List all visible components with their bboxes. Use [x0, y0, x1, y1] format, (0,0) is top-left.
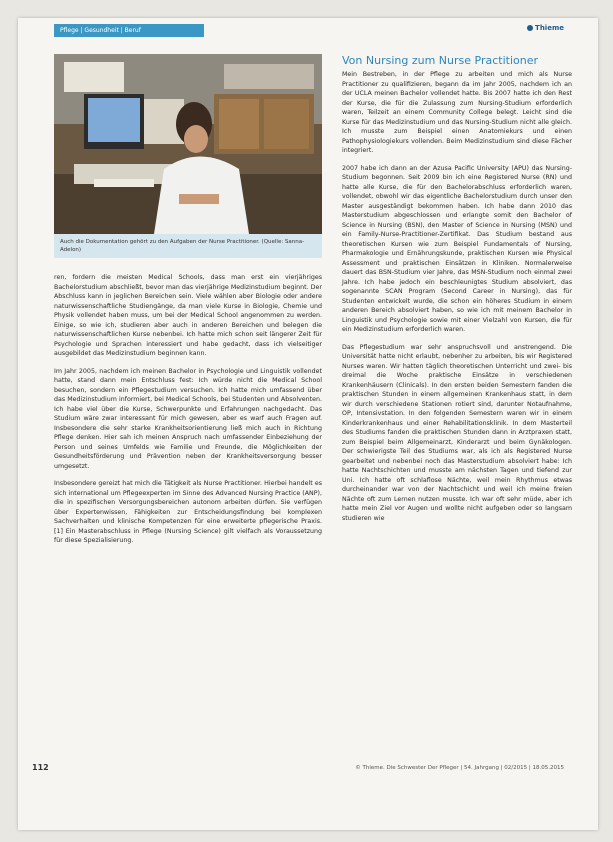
journal-info: © Thieme. Die Schwester Der Pfleger | 54. Jahrgang | 02/2015 | 18.05.2015 — [355, 765, 564, 771]
article-photo — [54, 54, 322, 234]
paragraph: Im Jahr 2005, nachdem ich meinen Bachelor in Psychologie und Linguistik vollendet hatte, stand dann mein Entschluss fest: Ich würde nicht die Medical School besuchen, sondern ein Pflegestudium versuchen. Ich hatte mich umfassend über das Medizinstudium informiert, bei Medical Schools, bei Studenten und Absolventen. Ich habe viel über die Kurse, Schwerpunkte und Erfahrungen nachgedacht. Das Studium wäre zwar interessant für mich gewesen, aber es warf auch Fragen auf. Insbesondere die sehr starke Krankheitsorientierung ließ mich auch in Richtung Pflege denken. Hier sah ich meinen Anspruch nach umfassender Einbeziehung der Person und seines Umfelds wie Familie und Freunde, die Möglichkeiten der Gesundheitsförderung und Prävention neben der Krankheitsversorgung besser umgesetzt. — [54, 367, 322, 470]
left-column — [54, 273, 322, 554]
logo-mark-icon — [527, 25, 533, 31]
page — [18, 18, 598, 830]
paragraph: ren, fordern die meisten Medical Schools, dass man erst ein vierjähriges Bachelorstudium abschließt, bevor man das vierjährige Medizinstudium beginnt. Der Abschluss kann in jeglichen Bereichen sein. Viele wählen aber Biologie oder andere naturwissenschaftliche Studiengänge, da man viele Kurse in Biologie, Chemie und Physik vollendet haben muss, um bei der Medical School angenommen zu werden. Einige, so wie ich, studieren aber auch in anderen Bereichen und belegen die naturwissenschaftlichen Kurse nebenbei. Ich hatte mich schon seit längerer Zeit für Psychologie und Sprachen interessiert und habe gedacht, dass ich vielseitiger ausgebildet das Medizinstudium beginnen kann. — [54, 274, 322, 357]
paragraph: 2007 habe ich dann an der Azusa Pacific University (APU) das Nursing-Studium begonnen. Seit 2009 bin ich eine Registered Nurse (RN) und hatte alle Kurse, die für den Bachelorabschluss erforderlich waren, vollendet, obwohl wir das eigentliche Bachelorstudium durch unser den Master ausgeständigt bekommen haben. Ich habe dann 2010 das Masterstudium abgeschlossen und erlangte somit den Bachelor of Science in Nursing (BSN), den Master of Science in Nursing (MSN) und ein Family-Nurse-Practitioner-Zertifikat. Das Studium bestand aus theoretischen Kursen wie zum Beispiel Fundamentals of Nursing, Pharmakologie und Ernährungskunde, praktischen Kursen wie Physical Assessment und praktischen Einsätzen in Kliniken. Normalerweise dauert das BSN-Studium vier Jahre, das MSN-Studium noch einmal zwei Jahre. Ich habe jedoch ein beschleunigtes Studium absolviert, das sogenannte SCAN Program (Second Career in Nursing), das für Studenten entwickelt wurde, die schon ein höheres Studium in einem anderen Bereich absolviert haben, so wie ich mit meinem Bachelor in Linguistik und Psychologie sowie mit einer Vielzahl von Kursen, die für ein Medizinstudium erforderlich waren. — [342, 164, 572, 333]
page-number: 112 — [32, 763, 49, 772]
paragraph: Insbesondere gereizt hat mich die Tätigkeit als Nurse Practitioner. Hierbei handelt es sich international um Pflegeexperten im Sinne des Advanced Nursing Practice (ANP), die in spezifischen Versorgungsbereichen autonom arbeiten dürfen. Sie verfügen über Expertenwissen, Fähigkeiten zur Entscheidungsfindung bei komplexen Sachverhalten und klinische Kompetenzen für eine erweiterte pflegerische Praxis. [1] Ein Masterabschluss in Pflege (Nursing Science) gilt vielfach als Voraussetzung für diese Spezialisierung. — [54, 480, 322, 544]
article-title: Von Nursing zum Nurse Practitioner — [342, 54, 538, 67]
section-header: Pflege | Gesundheit | Beruf — [54, 24, 204, 37]
nurse-at-computer-photo — [54, 54, 322, 234]
photo-caption: Auch die Dokumentation gehört zu den Aufgaben der Nurse Practitioner. (Quelle: Sanna-Adelon) — [54, 234, 322, 258]
paragraph: Mein Bestreben, in der Pflege zu arbeiten und mich als Nurse Practitioner zu qualifizieren, begann da im Jahr 2005, nachdem ich an der UCLA meinen Bachelor vollendet hatte. Bis 2007 hatte ich den Rest der Kurse, die für die Zulassung zum Nursing-Studium erforderlich waren, Teilzeit an einem Community College belegt. Leicht sind die Kurse für das Medizinstudium und das Nursing-Studium nicht alle gleich. Ich musste zum Beispiel einen Anatomiekurs und einen Pathophysiologiekurs vollenden. Beim Medizinstudium sind diese Fächer integriert. — [342, 71, 572, 154]
publisher-logo — [527, 24, 564, 32]
right-column — [342, 70, 572, 531]
paragraph: Das Pflegestudium war sehr anspruchsvoll und anstrengend. Die Universität hatte nicht erlaubt, nebenher zu arbeiten, bis wir Registered Nurses waren. Wir hatten täglich theoretischen Unterricht und zwei- bis dreimal die Woche praktische Einsätze in verschiedenen Krankenhäusern (Clinicals). In den ersten beiden Semestern fanden die praktischen Stunden in einem allgemeinen Krankenhaus statt, in dem wir durch verschiedene Stationen rotiert sind, darunter Notaufnahme, OP, Intensivstation. In den folgenden Semestern waren wir in einem Kinderkrankenhaus und einer Rehabilitationsklinik. In dem Masterteil des Studiums fanden die praktischen Stunden dann in Arztpraxen statt, zum Beispiel beim Allgemeinarzt, Kinderarzt und beim Gynäkologen. Der schwierigste Teil des Studiums war, als ich als Registered Nurse gearbeitet und nebenbei noch das Masterstudium absolviert habe: Ich hatte Nachtschichten und musste am nächsten Tagen und tiefend zur Uni. Ich hatte oft schlaflose Nächte, weil mein Rhythmus etwas durcheinander war von der Nachtschicht und weil ich meine freien Nächte oft zum Lernen nutzen musste. Ich war oft sehr müde, aber ich hatte mein Ziel vor Augen und wollte nicht aufgeben oder so langsam studieren wie — [342, 343, 572, 522]
brand-name: Thieme — [535, 24, 564, 32]
